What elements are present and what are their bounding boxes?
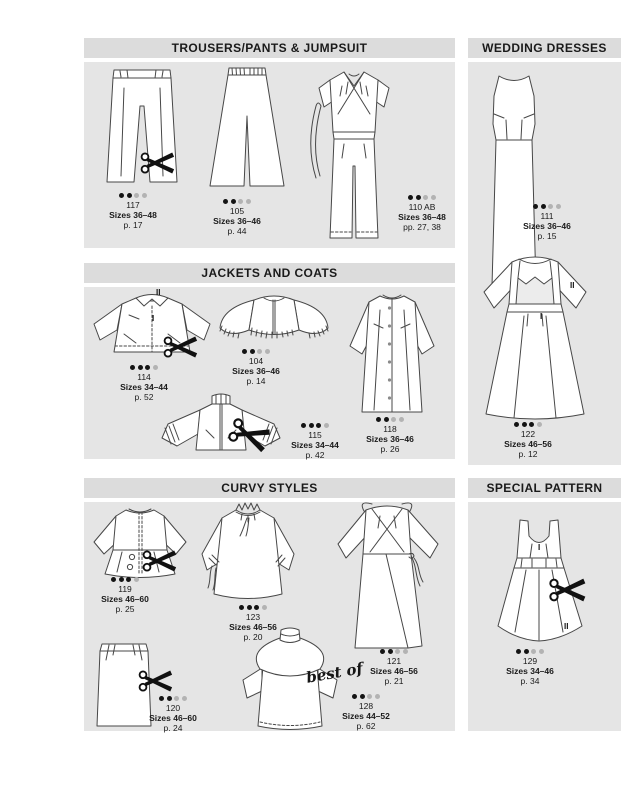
pattern-caption <box>500 649 560 686</box>
pattern-number: 104 <box>248 356 264 366</box>
pattern-page-ref: p. 26 <box>380 444 400 454</box>
pattern-caption <box>226 349 286 386</box>
scissors-icon <box>136 668 176 699</box>
difficulty-rating <box>226 349 286 354</box>
variant-label-ii: II <box>564 622 569 631</box>
variant-label-ii: II <box>156 288 161 297</box>
pattern-page-ref: p. 17 <box>123 220 143 230</box>
garment-illustration-wrap-dress-121 <box>328 496 455 656</box>
pattern-sizes: Sizes 46–56 <box>229 622 277 632</box>
pattern-sizes: Sizes 34–44 <box>120 382 168 392</box>
pattern-caption <box>392 195 452 232</box>
section-header-special: SPECIAL PATTERN <box>468 478 621 498</box>
pattern-number: 121 <box>386 656 402 666</box>
garment-illustration-pants-105 <box>198 62 296 192</box>
pattern-sizes: Sizes 34–46 <box>506 666 554 676</box>
pattern-sizes: Sizes 36–48 <box>109 210 157 220</box>
pattern-page-ref: p. 52 <box>134 392 154 402</box>
section-header-curvy: CURVY STYLES <box>84 478 455 498</box>
garment-illustration-blouse-123 <box>196 498 298 608</box>
difficulty-rating <box>498 422 558 427</box>
difficulty-rating <box>364 649 424 654</box>
pattern-sizes: Sizes 36–48 <box>398 212 446 222</box>
garment-illustration-coat-118 <box>344 288 440 422</box>
difficulty-rating <box>223 605 283 610</box>
pattern-caption <box>207 199 267 236</box>
pattern-page-ref: p. 21 <box>384 676 404 686</box>
pattern-page-ref: p. 14 <box>246 376 266 386</box>
scissors-icon <box>162 334 200 365</box>
pattern-sizes: Sizes 34–44 <box>291 440 339 450</box>
pattern-page-ref: pp. 27, 38 <box>403 222 441 232</box>
pattern-page-ref: p. 42 <box>305 450 325 460</box>
pattern-number: 123 <box>245 612 261 622</box>
variant-label-ii: II <box>570 281 575 290</box>
pattern-sizes: Sizes 46–56 <box>504 439 552 449</box>
variant-label-i: I <box>540 312 543 321</box>
difficulty-rating <box>114 365 174 370</box>
section-header-jackets: JACKETS AND COATS <box>84 263 455 283</box>
pattern-number: 114 <box>137 372 151 382</box>
pattern-page-ref: p. 25 <box>115 604 135 614</box>
difficulty-rating <box>517 204 577 209</box>
garment-illustration-blouson-104 <box>214 288 334 350</box>
difficulty-rating <box>285 423 345 428</box>
pattern-number: 117 <box>126 200 140 210</box>
scissors-icon <box>140 548 180 579</box>
pattern-sizes: Sizes 46–60 <box>101 594 149 604</box>
pattern-number: 129 <box>522 656 538 666</box>
pattern-page-ref: p. 62 <box>356 721 376 731</box>
scissors-icon <box>138 150 178 181</box>
pattern-number: 118 <box>383 424 397 434</box>
difficulty-rating <box>143 696 203 701</box>
pattern-caption <box>498 422 558 459</box>
pattern-caption <box>364 649 424 686</box>
pattern-page-ref: p. 15 <box>537 231 557 241</box>
section-header-trousers: TROUSERS/PANTS & JUMPSUIT <box>84 38 455 58</box>
pattern-caption <box>285 423 345 460</box>
pattern-number: 105 <box>229 206 245 216</box>
pattern-sizes: Sizes 44–52 <box>342 711 390 721</box>
difficulty-rating <box>95 577 155 582</box>
variant-label-i: I <box>152 314 155 323</box>
pattern-page-ref: p. 34 <box>520 676 540 686</box>
difficulty-rating <box>207 199 267 204</box>
pattern-caption <box>360 417 420 454</box>
pattern-sizes: Sizes 46–56 <box>370 666 418 676</box>
pattern-page-ref: p. 20 <box>243 632 263 642</box>
pattern-sizes: Sizes 36–46 <box>366 434 414 444</box>
difficulty-rating <box>500 649 560 654</box>
difficulty-rating <box>360 417 420 422</box>
pattern-caption <box>336 694 396 731</box>
pattern-caption <box>517 204 577 241</box>
best-of-script: best of <box>304 659 365 687</box>
scissors-icon <box>548 576 588 609</box>
pattern-sizes: Sizes 36–46 <box>213 216 261 226</box>
pattern-number: 120 <box>165 703 181 713</box>
difficulty-rating <box>336 694 396 699</box>
pattern-number: 110 AB <box>408 202 436 212</box>
pattern-caption <box>95 577 155 614</box>
variant-label-i: I <box>538 543 541 552</box>
pattern-number: 111 <box>540 211 554 221</box>
pattern-sizes: Sizes 36–46 <box>232 366 280 376</box>
garment-illustration-dress-122 <box>472 242 598 424</box>
pattern-caption <box>103 193 163 230</box>
pattern-caption <box>143 696 203 733</box>
difficulty-rating <box>103 193 163 198</box>
pattern-page-ref: p. 12 <box>518 449 538 459</box>
pattern-page-ref: p. 24 <box>163 723 183 733</box>
pattern-number: 122 <box>520 429 536 439</box>
section-header-wedding: WEDDING DRESSES <box>468 38 621 58</box>
pattern-number: 128 <box>358 701 374 711</box>
difficulty-rating <box>392 195 452 200</box>
pattern-sizes: Sizes 36–46 <box>523 221 571 231</box>
pattern-sizes: Sizes 46–60 <box>149 713 197 723</box>
pattern-number: 115 <box>308 430 322 440</box>
pattern-page-ref: p. 44 <box>227 226 247 236</box>
pattern-number: 119 <box>118 584 132 594</box>
